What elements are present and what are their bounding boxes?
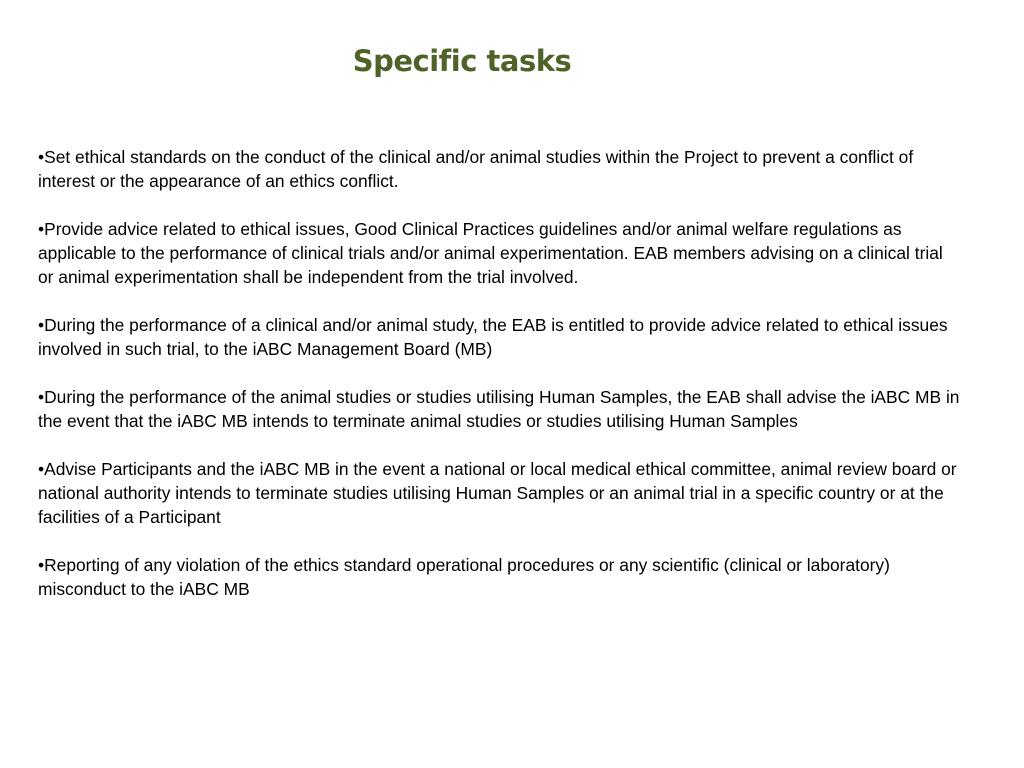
bullet-item-ethical-standards: •Set ethical standards on the conduct of the clinical and/or animal studies within the Project to prevent a conflict of interest or the appearance of an ethics conflict. bbox=[38, 147, 914, 191]
slide-title: Specific tasks bbox=[352, 44, 572, 78]
bullet-list bbox=[38, 145, 963, 625]
bullet-item-reporting: •Reporting of any violation of the ethics standard operational procedures or any scientific (clinical or laboratory) misconduct to the iABC MB bbox=[38, 555, 890, 599]
bullet-item-advise-participants: •Advise Participants and the iABC MB in the event a national or local medical ethical committee, animal review board or national authority intends to terminate studies utilising Human Samples or an animal trial in a specific country or at the facilities of a Participant bbox=[38, 459, 957, 527]
bullet-item-termination-advice: •During the performance of the animal studies or studies utilising Human Samples, the EAB shall advise the iABC MB in the event that the iABC MB intends to terminate animal studies or studies utilising Human Samples bbox=[38, 387, 960, 431]
bullet-item-provide-advice: •Provide advice related to ethical issues, Good Clinical Practices guidelines and/or animal welfare regulations as applicable to the performance of clinical trials and/or animal experimentation. EAB members advising on a clinical trial or animal experimentation shall be independent from the trial involved. bbox=[38, 219, 943, 287]
bullet-item-study-advice: •During the performance of a clinical and/or animal study, the EAB is entitled to provide advice related to ethical issues involved in such trial, to the iABC Management Board (MB) bbox=[38, 315, 948, 359]
